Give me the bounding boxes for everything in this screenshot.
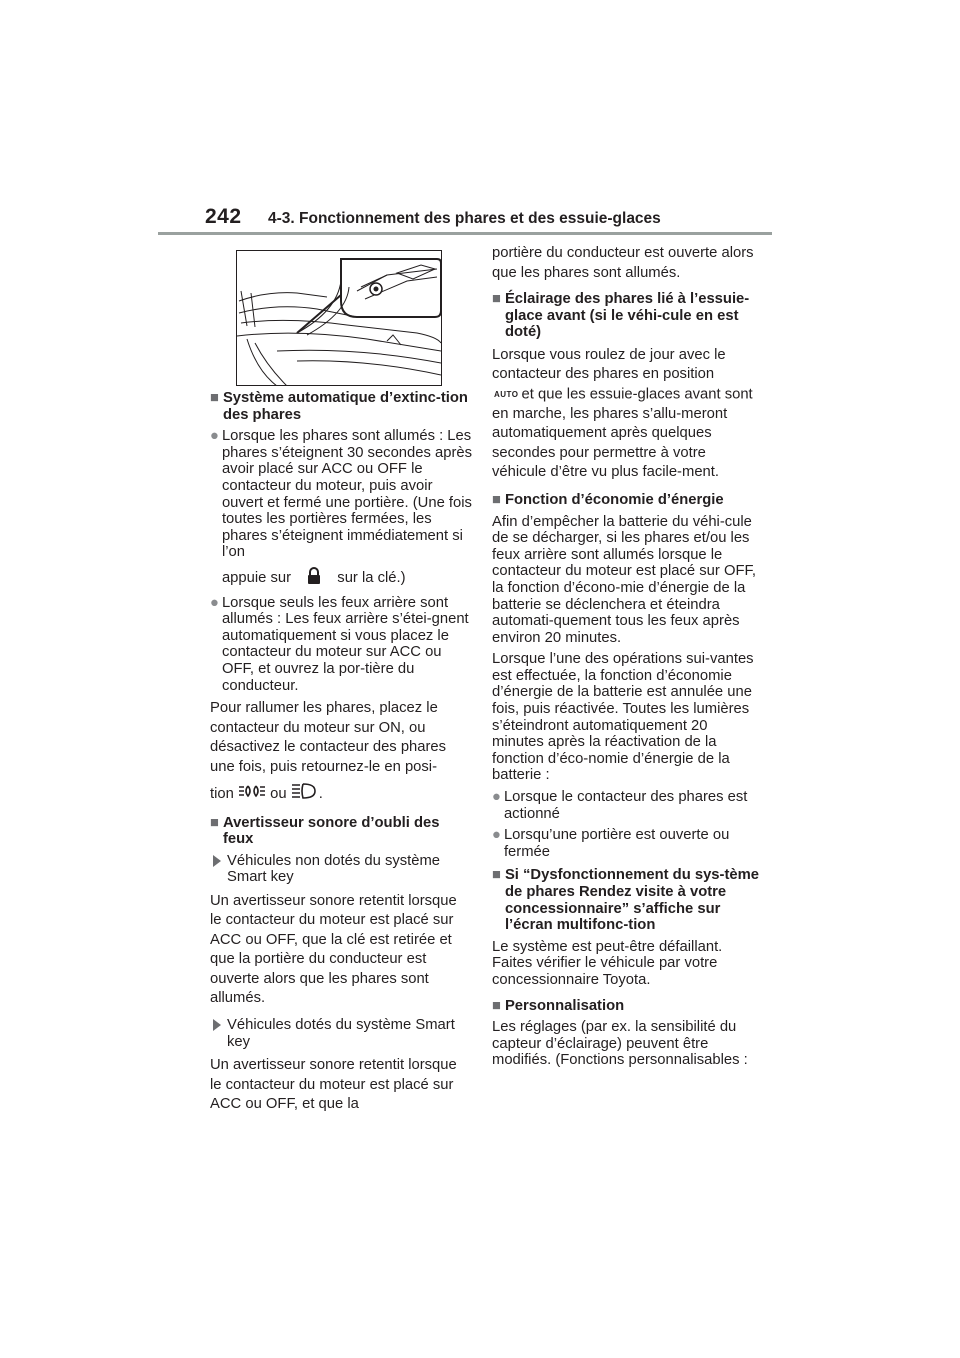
bullet-headlights-on: ● Lorsque les phares sont allumés : Les phares s’éteignent 30 secondes après avoir placé sur ACC ou OFF le contacteur du moteur, puis avoir ouvert et fermé une portière. (Une fois toutes les portières fermées, les phares s’éteignent immédiatement si l’on appuie sur sur la clé.) <box>210 428 472 589</box>
saver-paragraph-2: Lorsque l’une des opérations sui-vantes est effectuée, la fonction d’économie d’énergie de la batterie est annulée une fois, puis réactivée. Toutes les lumières s’éteindront automatiquement 20 minutes après la réactivation de la fonction d’éco-nomie d’énergie de la batterie : <box>492 651 754 784</box>
relight-paragraph: Pour rallumer les phares, placez le contacteur du moteur sur ON, ou désactivez le contacteur des phares une fois, puis retournez-le en posi- <box>210 700 447 775</box>
round-bullet-icon: ● <box>492 827 501 844</box>
wiper-paragraph: Lorsque vous roulez de jour avec le contacteur des phares en position AUTO et que les essuie-glaces avant sont en marche, les phares s’allu-meront automatiquement après quelques secondes pour permettre à votre véhicule d’être vu plus facile-ment. <box>492 346 753 481</box>
headlight-icon <box>291 782 319 807</box>
square-bullet-icon: ■ <box>210 390 219 406</box>
sub-smart-key: Véhicules dotés du système Smart key <box>210 1017 472 1050</box>
square-bullet-icon: ■ <box>492 291 501 307</box>
dashboard-illustration-svg <box>237 251 442 386</box>
heading-buzzer: ■ Avertisseur sonore d’oubli des feux <box>210 814 440 848</box>
section-title: 4-3. Fonctionnement des phares et des essuie-glaces <box>268 210 661 227</box>
buzzer-paragraph-1: Un avertisseur sonore retentit lorsque le contacteur du moteur est placé sur ACC ou OFF, que la clé est retirée et que la portière du conducteur est ouverte alors que les phares sont allumés. <box>210 892 457 1007</box>
bullet-tail-lights: ● Lorsque seuls les feux arrière sont allumés : Les feux arrière s’étei-gnent automatiquement si vous placez le contacteur du moteur sur ACC ou OFF, et ouvrez la por-tière du conducteur. <box>210 594 469 694</box>
round-bullet-icon: ● <box>492 789 501 806</box>
lock-button-line: appuie sur sur la clé.) <box>222 567 472 590</box>
page-header <box>205 203 770 233</box>
heading-customization: ■ Personnalisation <box>492 997 625 1014</box>
continued-paragraph: portière du conducteur est ouverte alors que les phares sont allumés. <box>492 245 754 281</box>
sub-no-smart-key: Véhicules non dotés du système Smart key <box>210 853 472 886</box>
page-number: 242 <box>205 205 242 228</box>
round-bullet-icon: ● <box>210 594 219 611</box>
square-bullet-icon: ■ <box>210 814 219 831</box>
heading-energy-saver: ■ Fonction d’économie d’énergie <box>492 491 724 508</box>
customization-paragraph: Les réglages (par ex. la sensibilité du capteur d’éclairage) peuvent être modifiés. (Fonctions personnalisables : <box>492 1019 748 1069</box>
car-dashboard-illustration <box>236 250 442 386</box>
buzzer-paragraph-2: Un avertisseur sonore retentit lorsque le contacteur du moteur est placé sur ACC ou OFF, et que la <box>210 1057 457 1113</box>
header-rule <box>158 232 772 235</box>
auto-position-icon: AUTO <box>494 389 519 399</box>
round-bullet-icon: ● <box>210 428 219 445</box>
square-bullet-icon: ■ <box>492 997 501 1014</box>
square-bullet-icon: ■ <box>492 491 501 508</box>
triangle-bullet-icon <box>213 855 221 867</box>
left-column <box>210 390 472 1120</box>
heading-wiper-link: ■ Éclairage des phares lié à l’essuie-glace avant (si le véhi-cule en est doté) <box>492 291 750 341</box>
heading-malfunction: ■ Si “Dysfonctionnement du sys-tème de phares Rendez visite à votre concessionnaire” s’affiche sur l’écran multifonc-tion <box>492 867 759 934</box>
right-column <box>492 244 760 1074</box>
saver-paragraph-1: Afin d’empêcher la batterie du véhi-cule de se décharger, si les phares et/ou les feux arrière sont allumés lorsque le contacteur du moteur est placé sur OFF, la fonction d’écono-mie d’énergie de la batterie se déclenchera et éteindra automati-quement tous les feux après environ 20 minutes. <box>492 513 756 646</box>
lock-icon <box>307 567 321 590</box>
heading-auto-off: ■ Système automatique d’extinc-tion des phares <box>210 390 468 423</box>
triangle-bullet-icon <box>213 1019 221 1031</box>
position-icons-line: tion ou . <box>210 782 472 807</box>
tail-light-icon <box>238 783 266 806</box>
bullet-door-opened: ● Lorsqu’une portière est ouverte ou fermée <box>492 827 730 860</box>
malfunction-paragraph: Le système est peut-être défaillant. Faites vérifier le véhicule par votre concessionnaire Toyota. <box>492 938 723 988</box>
bullet-switch-actioned: ● Lorsque le contacteur des phares est actionné <box>492 789 748 822</box>
square-bullet-icon: ■ <box>492 867 501 884</box>
